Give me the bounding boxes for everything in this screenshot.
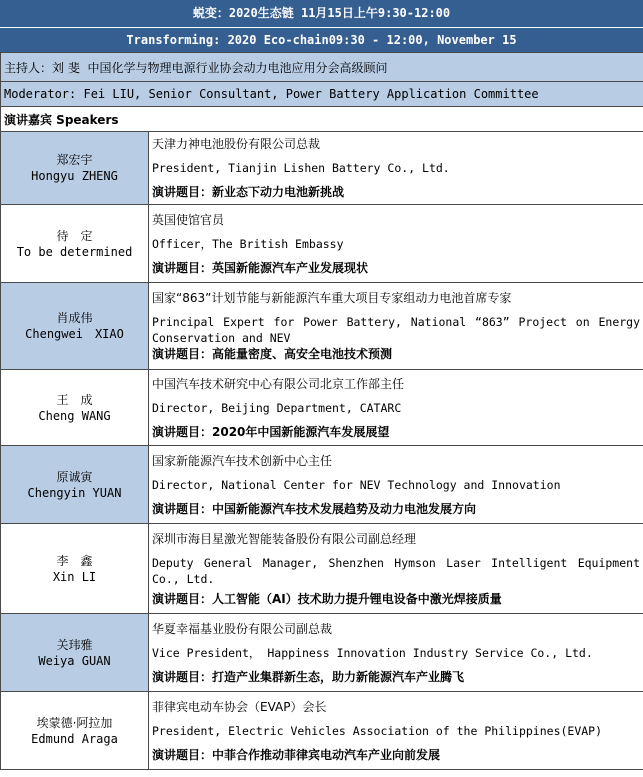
speaker-role: Officer，The British Embassy: [152, 236, 344, 251]
speaker-role: President, Tianjin Lishen Battery Co., Ltd.: [152, 161, 450, 175]
speaker-role: Deputy General Manager, Shenzhen Hymson Laser Intelligent Equipment Co., Ltd.: [152, 555, 641, 586]
speaker-row: [1, 370, 643, 446]
speaker-info-cell: [149, 205, 643, 283]
speaker-role: President, Electric Vehicles Association of the Philippines(EVAP): [152, 723, 603, 738]
speaker-row: [1, 446, 643, 524]
speaker-name-cn: 原诚寅: [56, 469, 93, 484]
speaker-name-cn: 王 成: [56, 392, 93, 407]
session-title-en: Transforming: 2020 Eco-chain09:30 - 12:00, November 15: [0, 27, 643, 52]
speaker-name-cell: [1, 283, 149, 370]
speaker-info-cell: [149, 283, 643, 370]
speaker-name-en: Cheng WANG: [38, 408, 111, 423]
speaker-info-cell: [149, 524, 643, 614]
speaker-role: Vice President， Happiness Innovation Industry Service Co., Ltd.: [152, 645, 593, 660]
speaker-role: Director, National Center for NEV Technology and Innovation: [152, 477, 561, 492]
speaker-name-en: Chengyin YUAN: [27, 485, 122, 500]
speaker-org: 深圳市海目星激光智能装备股份有限公司副总经理: [152, 531, 417, 546]
moderator-row: [1, 82, 643, 107]
speaker-name-en: Chengwei XIAO: [25, 327, 124, 341]
speaker-info-cell: [149, 370, 643, 446]
speaker-name-cell: [1, 205, 149, 283]
speaker-info-cell: [149, 132, 643, 205]
speaker-row: [1, 205, 643, 283]
speaker-row: [1, 524, 643, 614]
speaker-name-en: To be determined: [16, 244, 133, 259]
speaker-name-cell: [1, 524, 149, 614]
speaker-topic: 演讲题目：新业态下动力电池新挑战: [152, 185, 345, 199]
speaker-name-cell: [1, 132, 149, 205]
speaker-topic: 演讲题目：2020年中国新能源汽车发展展望: [152, 424, 390, 439]
speaker-info-cell: [149, 446, 643, 524]
speaker-row: [1, 614, 643, 692]
speaker-name-cell: [1, 370, 149, 446]
speaker-name-cn: 关玮雅: [56, 637, 93, 652]
speaker-name-cn: 待 定: [56, 228, 93, 243]
agenda-table: [0, 52, 643, 770]
speaker-name-en: Hongyu ZHENG: [31, 169, 118, 183]
speaker-org: 国家“863”计划节能与新能源汽车重大项目专家组动力电池首席专家: [152, 291, 512, 305]
speaker-topic: 演讲题目：人工智能（AI）技术助力提升锂电设备中激光焊接质量: [152, 591, 502, 606]
speaker-org: 国家新能源汽车技术创新中心主任: [152, 453, 333, 468]
speakers-heading: 演讲嘉宾 Speakers: [1, 107, 643, 132]
session-title-cn: 蜕变：2020生态链 11月15日上午9:30-12:00: [192, 6, 451, 20]
speaker-role: Principal Expert for Power Battery, National “863” Project on Energy Conservation and NEV: [152, 315, 641, 345]
speaker-name-en: Edmund Araga: [31, 731, 118, 746]
speaker-name-cell: [1, 614, 149, 692]
speaker-org: 英国使馆官员: [152, 212, 225, 227]
speaker-name-cn: 李 鑫: [56, 553, 93, 568]
speaker-name-en: Xin LI: [52, 569, 97, 584]
speaker-name-cell: [1, 446, 149, 524]
speaker-org: 菲律宾电动车协会（EVAP）会长: [152, 699, 327, 714]
speaker-row: [1, 283, 643, 370]
speaker-org: 天津力神电池股份有限公司总裁: [152, 137, 321, 151]
speaker-org: 华夏幸福基业股份有限公司副总裁: [152, 621, 333, 636]
speaker-name-en: Weiya GUAN: [38, 653, 111, 668]
speaker-name-cn: 肖成伟: [56, 311, 93, 325]
speaker-name-cell: [1, 692, 149, 770]
speaker-role: Director, Beijing Department, CATARC: [152, 400, 402, 415]
moderator-text: Moderator: Fei LIU, Senior Consultant, Power Battery Application Committee: [1, 82, 643, 107]
speaker-name-cn: 郑宏宇: [56, 153, 93, 167]
speaker-topic: 演讲题目：中菲合作推动菲律宾电动汽车产业向前发展: [152, 747, 441, 762]
speaker-row: [1, 692, 643, 770]
speakers-heading-row: [1, 107, 643, 132]
speaker-name-cn: 埃蒙德·阿拉加: [36, 715, 113, 730]
speaker-topic: 演讲题目：英国新能源汽车产业发展现状: [152, 260, 369, 275]
session-header: [0, 0, 643, 52]
speaker-info-cell: [149, 614, 643, 692]
speaker-topic: 演讲题目：高能量密度、高安全电池技术预测: [152, 347, 393, 361]
speaker-row: [1, 132, 643, 205]
speaker-topic: 演讲题目：打造产业集群新生态，助力新能源汽车产业腾飞: [152, 669, 465, 684]
host-label: 主持人：刘 斐: [4, 60, 80, 75]
speaker-info-cell: [149, 692, 643, 770]
speaker-topic: 演讲题目：中国新能源汽车技术发展趋势及动力电池发展方向: [152, 501, 477, 516]
host-title: 中国化学与物理电源行业协会动力电池应用分会高级顾问: [87, 60, 388, 75]
host-row: [1, 53, 643, 82]
speaker-org: 中国汽车技术研究中心有限公司北京工作部主任: [152, 376, 405, 391]
